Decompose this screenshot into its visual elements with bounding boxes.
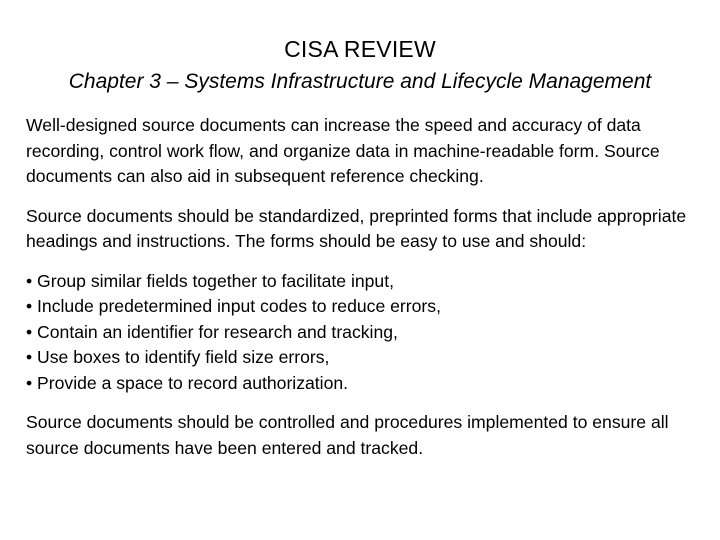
bullet-list (26, 269, 706, 397)
paragraph-closing: Source documents should be controlled and procedures implemented to ensure all source documents have been entered and tracked. (26, 412, 669, 458)
bullet-item: • Group similar fields together to facilitate input, (26, 270, 394, 291)
slide-body (26, 113, 706, 475)
paragraph-standards: Source documents should be standardized, preprinted forms that include appropriate headings and instructions. The forms should be easy to use and should: (26, 205, 687, 251)
paragraph-intro: Well-designed source documents can increase the speed and accuracy of data recording, control work flow, and organize data in machine-readable form. Source documents can also aid in subsequent reference checking. (26, 115, 660, 186)
slide-subtitle: Chapter 3 – Systems Infrastructure and Lifecycle Management (68, 70, 652, 93)
bullet-item: • Contain an identifier for research and tracking, (26, 321, 398, 342)
bullet-item: • Provide a space to record authorization. (26, 372, 349, 393)
bullet-item: • Include predetermined input codes to reduce errors, (26, 296, 441, 316)
slide-title: CISA REVIEW (284, 36, 436, 62)
bullet-item: • Use boxes to identify field size errors, (26, 347, 330, 367)
